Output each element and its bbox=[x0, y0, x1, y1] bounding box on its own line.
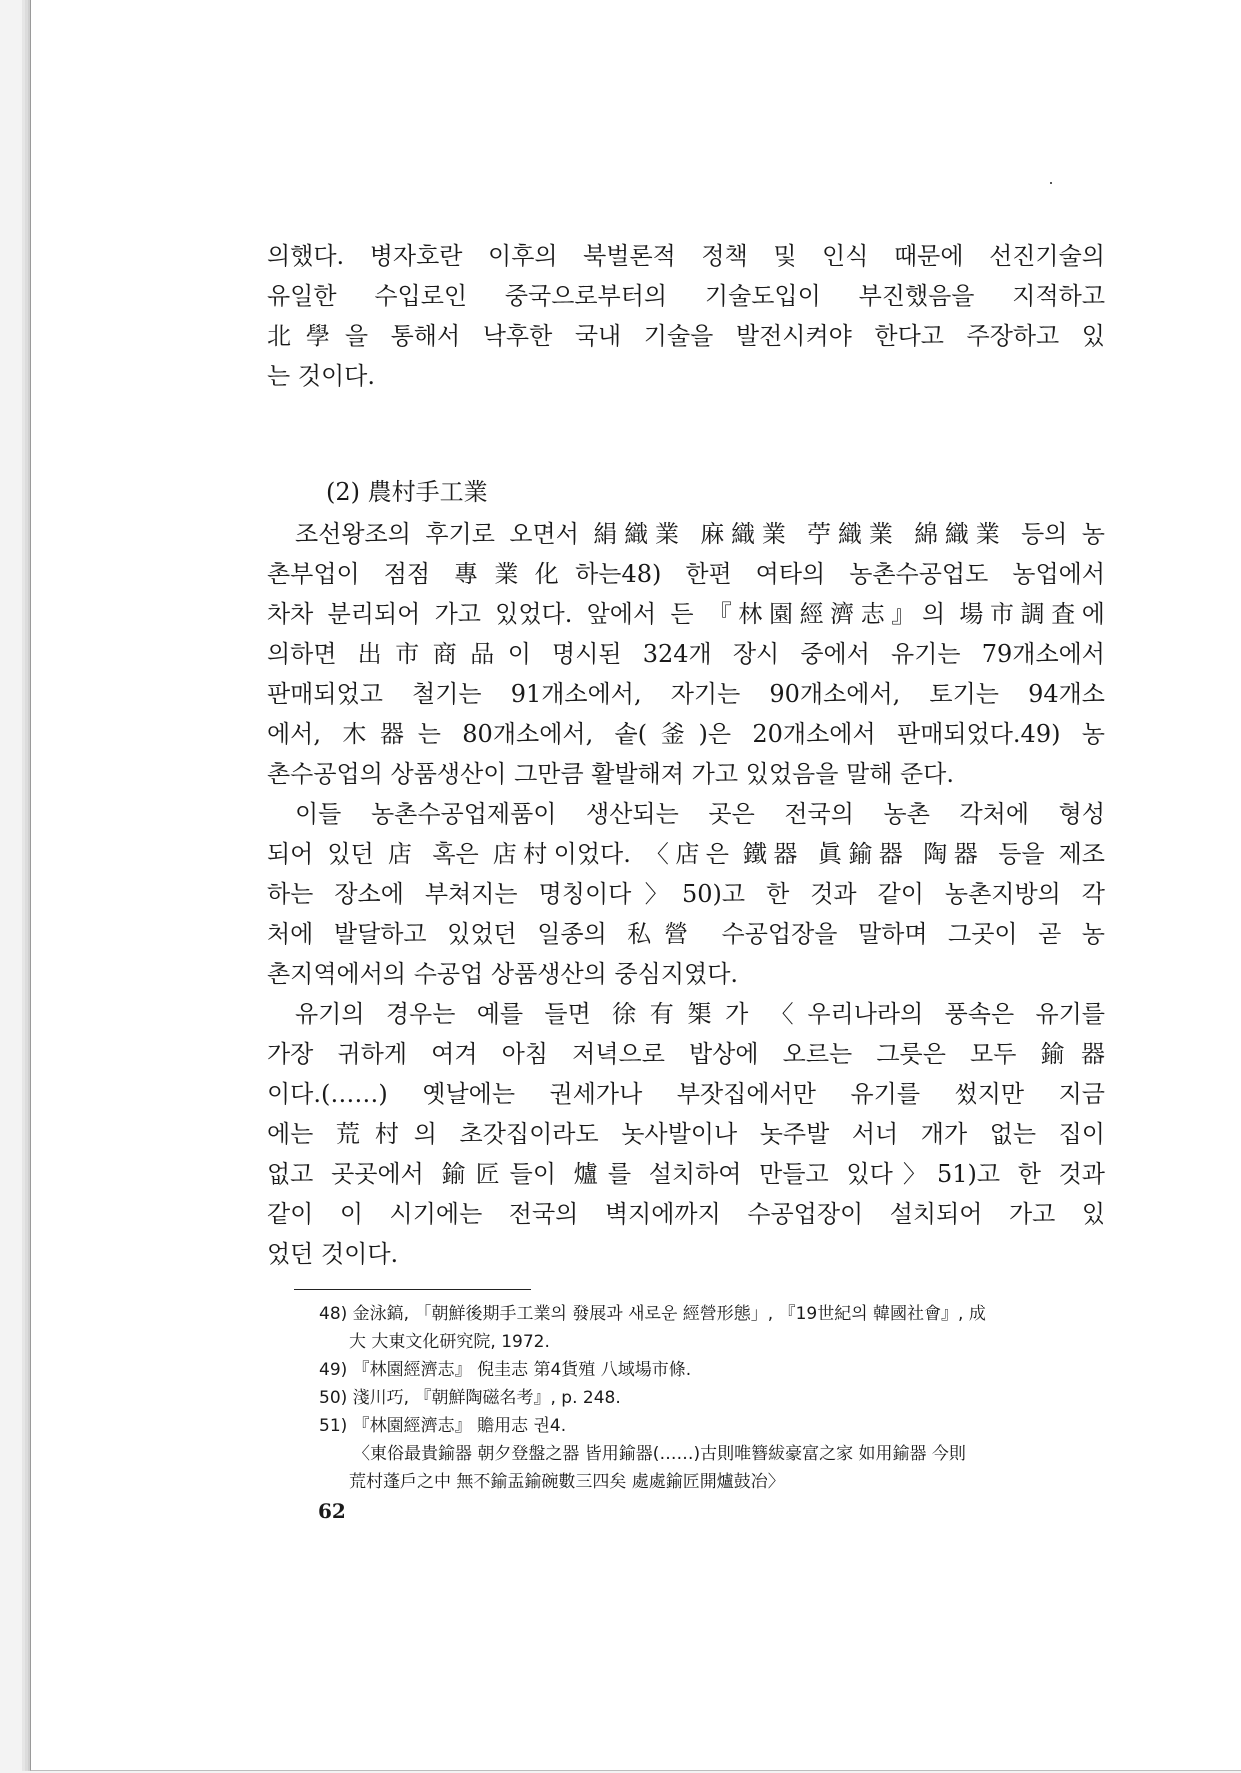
text-line: 차차 분리되어 가고 있었다. 앞에서 든 『林園經濟志』의 場市調査에 bbox=[267, 600, 1105, 628]
footnote-51-quote: 〈東俗最貴鍮器 朝夕登盤之器 皆用鍮器(……)古則唯簪紱豪富之家 如用鍮器 今則 bbox=[353, 1444, 966, 1464]
text-line: 하는 장소에 부쳐지는 명칭이다〉50)고 한 것과 같이 농촌지방의 각 bbox=[267, 880, 1105, 908]
text-line: 없고 곳곳에서 鍮匠들이 爐를 설치하여 만들고 있다〉51)고 한 것과 bbox=[267, 1160, 1105, 1188]
book-page bbox=[30, 0, 1241, 1771]
text-line: 는 것이다. bbox=[267, 362, 375, 390]
intro-paragraph bbox=[267, 236, 1105, 396]
text-line: 처에 발달하고 있었던 일종의 私營 수공업장을 말하며 그곳이 곧 농 bbox=[267, 920, 1105, 948]
text-line: 촌지역에서의 수공업 상품생산의 중심지였다. bbox=[267, 960, 739, 988]
footnote-rule bbox=[294, 1289, 531, 1290]
text-line: 의하면 出市商品이 명시된 324개 장시 중에서 유기는 79개소에서 bbox=[267, 640, 1105, 668]
footnote-51: 51) 『林園經濟志』 贍用志 권4. bbox=[319, 1416, 567, 1436]
scan-speck bbox=[1050, 182, 1052, 184]
footnote-50: 50) 淺川巧, 『朝鮮陶磁名考』, p. 248. bbox=[319, 1388, 621, 1408]
text-line: 유기의 경우는 예를 들면 徐有榘가 〈우리나라의 풍속은 유기를 bbox=[295, 1000, 1105, 1028]
text-line: 촌수공업의 상품생산이 그만큼 활발해져 가고 있었음을 말해 준다. bbox=[267, 760, 954, 788]
text-line: 촌부업이 점점 專業化하는48) 한편 여타의 농촌수공업도 농업에서 bbox=[267, 560, 1105, 588]
text-line: 이다.(……) 옛날에는 권세가나 부잣집에서만 유기를 썼지만 지금 bbox=[267, 1080, 1105, 1108]
text-line: 같이 이 시기에는 전국의 벽지에까지 수공업장이 설치되어 가고 있 bbox=[267, 1200, 1105, 1228]
text-line: 었던 것이다. bbox=[267, 1240, 399, 1268]
footnote-51-quote-continued: 荒村蓬戶之中 無不鍮盂鍮碗數三四矣 處處鍮匠開爐鼓冶〉 bbox=[349, 1472, 785, 1492]
text-line: 北學을 통해서 낙후한 국내 기술을 발전시켜야 한다고 주장하고 있 bbox=[267, 322, 1105, 350]
text-line: 에서, 木器는 80개소에서, 솥(釜)은 20개소에서 판매되었다.49) 농 bbox=[267, 720, 1105, 748]
footnote-48-continued: 大 大東文化研究院, 1972. bbox=[349, 1332, 550, 1352]
text-line: 에는 荒村의 초갓집이라도 놋사발이나 놋주발 서너 개가 없는 집이 bbox=[267, 1120, 1105, 1148]
text-line: 조선왕조의 후기로 오면서 絹織業 麻織業 苧織業 綿織業 등의 농 bbox=[295, 520, 1105, 548]
footnote-49: 49) 『林園經濟志』 倪圭志 第4貨殖 八域場市條. bbox=[319, 1360, 692, 1380]
text-line: 판매되었고 철기는 91개소에서, 자기는 90개소에서, 토기는 94개소 bbox=[267, 680, 1105, 708]
text-line: 유일한 수입로인 중국으로부터의 기술도입이 부진했음을 지적하고 bbox=[267, 282, 1105, 310]
text-line: 가장 귀하게 여겨 아침 저녁으로 밥상에 오르는 그릇은 모두 鍮器 bbox=[267, 1040, 1105, 1068]
text-line: 되어 있던 店 혹은 店村이었다. 〈店은 鐵器 眞鍮器 陶器 등을 제조 bbox=[267, 840, 1105, 868]
text-line: 이들 농촌수공업제품이 생산되는 곳은 전국의 농촌 각처에 형성 bbox=[295, 800, 1105, 828]
page-number: 62 bbox=[318, 1499, 346, 1523]
text-line: 의했다. 병자호란 이후의 북벌론적 정책 및 인식 때문에 선진기술의 bbox=[267, 242, 1105, 270]
footnote-48: 48) 金泳鎬, 「朝鮮後期手工業의 發展과 새로운 經營形態」, 『19世紀의 韓國社會』, 成 bbox=[319, 1304, 986, 1324]
footnotes bbox=[319, 1300, 1114, 1496]
section-heading: (2) 農村手工業 bbox=[326, 478, 488, 506]
section-body bbox=[267, 514, 1105, 1274]
